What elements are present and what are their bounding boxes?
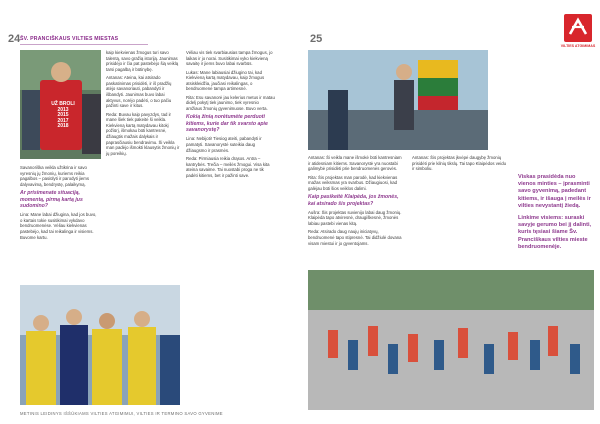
paragraph: Antanas: Ši veikla mane išmokė būti kantresniam ir atidesniam kitiems. Savanorystė yra nuostabi galimybė prisidėti prie bendruomenės gerovės.: [308, 155, 402, 172]
paragraph: Antanas: Šis projektas įkvėpė daugybę žmonių prisidėti prie kilnių tikslų. Tai tapo Klaipėdos veidu ir simboliu.: [412, 155, 507, 172]
paragraph: Rita: Šis projektas man parodė, kad kiekvienas mažas veiksmas yra svarbus. Džiaugiuosi, kad galėjau būti šios veiklos dalimi.: [308, 174, 398, 191]
sidebar-paragraph: Viskas prasidėda nuo vienos minties – įprasminti savo gyvenimą, padedant kitiems, ir išauga į meilės ir vilties nevystantį žiedą.: [518, 174, 591, 209]
photo-flag-bearer: [308, 50, 488, 150]
paragraph: kaip kiekvienas žmogus turi savo talentą, savo gražią istoriją. Jaunimas prisidėjo ir čia pat pastebėjo šią veiklą tarsi pagalbą ir būtinybę.: [106, 50, 179, 72]
shirt-line: 2015: [57, 112, 69, 119]
logo-icon: [564, 14, 592, 42]
paragraph: Reda: Pirmiausia reikia drąsos. Antra – kantrybės. Trečia – meilės žmogui. Visa kita ateina savaime. Tai nuostabi proga ne tik padėti kitiems, bet ir pažinti save.: [186, 155, 270, 178]
shirt-line: 2018: [57, 123, 69, 130]
right-page: [300, 0, 600, 424]
photo-runners: [20, 50, 101, 159]
shirt-line: 2013: [57, 106, 69, 113]
sidebar-paragraph: Linkime visiems: suraski savyje gerumo bei jį dalinti, kuris tęsiasi šiame Šv. Pranciškaus vilties mieste bendruomenėje.: [518, 215, 592, 250]
paragraph: Savanoriška veikla užtikrina ir savo vyresnių jų žmonių, kuriems reikia pagalbos – pasiūlyti ir parodyti jiems dalyvavimą, bendrystę, palaikymą.: [20, 165, 90, 187]
paragraph: Lina: Mane labai džiugina, kad jos buvo, o kartais tokie susitikimai vykdavo bendruomenėse. Vėliau kiekvienas pastebėjo, kad tai reikalinga ir visiems. Buvome kartu.: [20, 212, 97, 240]
text-column-2: [412, 155, 507, 175]
paragraph: Lina: Nebijoti! Tiesiog ateiti, pabandyti ir pamatyti. Savanorystė suteikia daug džiaugsmo ir prasmės.: [186, 136, 262, 153]
paragraph: Lukas: Mane labiausiai džiugino tai, kad Kiekvieną kartą matydavau, kaip žmogus atsiskleidžia, jaučiasi reikalingas, o bendruomenė tampa artimesnė.: [186, 69, 265, 92]
running-head: ŠV. PRANCIŠKAUS VILTIES MIESTAS: [20, 36, 119, 42]
interview-question: Kaip pasikeitė Klaipėda, jos žmonės, kai atsirado šis projektas?: [308, 194, 399, 207]
shirt-line: 2017: [57, 117, 69, 124]
paragraph: Reda: Buvau kaip pavyzdys, tad ir mane šiek tiek pakeitė ši veikla. Kiekvieną kartą matydavau kitokį požiūrį, išmokau būti kantresnė, džiaugtis mažais dalykais ir paprasčiausiu bendravimu. Ši veikla man padėjo išmokti klausytis žmonių ir jų poreikių.: [106, 111, 180, 156]
photo-volunteers-image: [20, 285, 180, 405]
paragraph: Rita: Esu savanorė jau kelerius metus ir matau didelį pokytį tiek jaunimo, tiek vyresnio amžiaus žmonių gyvenimuose. Buvo verta.: [186, 94, 275, 111]
photo-crowd-image: [308, 270, 594, 410]
text-column-1: [20, 165, 98, 243]
shirt-text: [50, 102, 76, 130]
divider: [20, 44, 148, 45]
text-column-2: [106, 50, 181, 159]
paragraph: Aušra: Šis projektas suvienijo labai daug žmonių. Klaipėda tapo atviresnė, draugiškesnė, žmonės labiau pastebi vienas kitą.: [308, 209, 402, 226]
page-number: 24: [8, 33, 21, 45]
page-number: 25: [310, 33, 323, 45]
logo-text: VILTIES ATGIMIMAS: [560, 44, 596, 48]
text-column-3: [186, 50, 276, 181]
paragraph: Vėliau vis tiek svarbiausias tampa žmogus, jo laikas ir jo norai. Susitikimai vyko kiekvieną savaitę ir jiems buvo labai svarbūs.: [186, 50, 273, 67]
photo-crowd-run: [308, 270, 594, 410]
photo-flag-image: [308, 50, 488, 150]
interview-question: Kokią žinią norėtumėte perduoti kitiems, kurie dar tik svarsto apie savanorystę?: [186, 114, 268, 134]
paragraph: Antanas: Ateina, kai atsirado paskatinimas prisidėti, ir iš pradžių atėjo savanoriauti, pabandyti ir išbandyti. Jaunimas buvo labai aktyvus, norėjo padėti, o tuo pačiu pažinti save ir kitus.: [106, 75, 172, 109]
shirt-line: UŽ BROLI: [51, 101, 75, 107]
logo-figure-icon: [564, 14, 592, 42]
paragraph: Reda: Atsirado daug naujų iniciatyvų, bendruomenė tapo stipresnė. Tai didžiulė dovana visam miestui ir jo gyventojams.: [308, 229, 402, 246]
photo-volunteers-group: [20, 285, 180, 405]
footer: METINIS LEIDINYS IŠŠŪKIAMS VILTIES ATGIMIMUI, VILTIES IR TERMINO SAVO GYVENIME: [20, 411, 223, 416]
text-column-1: [308, 155, 403, 249]
interview-question: Ar prisimenate situaciją, momentą, pirmą kartą jus sudomino?: [20, 190, 83, 209]
sidebar-quote: [518, 174, 594, 256]
